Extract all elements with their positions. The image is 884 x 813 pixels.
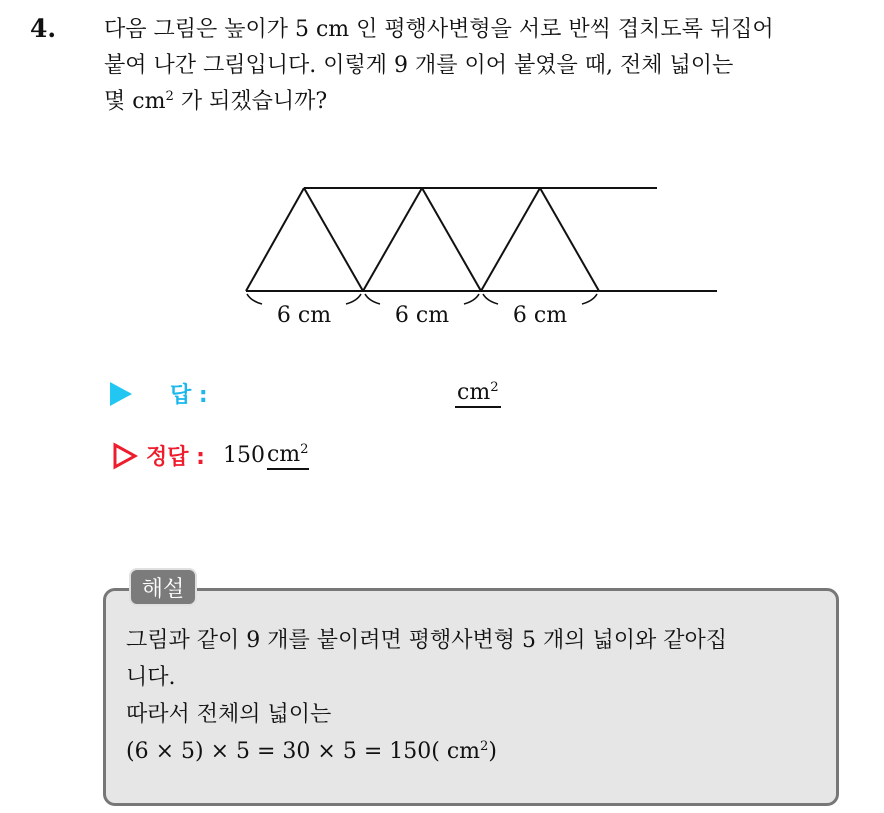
explanation-line-4-pre: (6 × 5) × 5 = 30 × 5 = 150( cm (126, 739, 480, 764)
correct-unit-text: cm (266, 441, 301, 467)
diag-4 (422, 188, 481, 291)
parallelogram-figure (0, 0, 884, 360)
explanation-line-2: 니다. (126, 665, 176, 690)
explanation-line-3: 따라서 전체의 넓이는 (126, 702, 332, 727)
question-number: 4. (30, 14, 57, 43)
play-triangle-icon (110, 382, 132, 406)
diag-2 (304, 188, 363, 291)
question-line-3-post: 가 되겠습니까? (173, 89, 328, 114)
explanation-line-4-sup: 2 (480, 739, 489, 755)
diag-1 (246, 188, 304, 291)
explanation-line-4 (126, 733, 826, 770)
correct-value: 150 (222, 443, 265, 468)
explanation-text (126, 622, 826, 770)
explanation-line-1: 그림과 같이 9 개를 붙이려면 평행사변형 5 개의 넓이와 같아집 (126, 628, 727, 653)
correct-label: 정답 : (146, 445, 205, 470)
diag-5 (481, 188, 540, 291)
diag-3 (363, 188, 422, 291)
brace-left-1 (247, 294, 262, 304)
explanation-tab: 해설 (129, 568, 197, 606)
correct-answer-row (112, 440, 309, 471)
brace-left-2 (365, 294, 380, 304)
answer-label: 답 : (170, 383, 208, 408)
answer-unit-sup: 2 (490, 380, 499, 396)
explanation-line-4-post: ) (488, 739, 497, 764)
question-line-3-sup: 2 (165, 89, 174, 105)
width-label-3: 6 cm (512, 303, 568, 328)
outline-triangle-icon (112, 442, 138, 470)
question-line-3-pre: 몇 cm (104, 89, 166, 114)
brace-left-3 (483, 294, 498, 304)
correct-unit-sup: 2 (300, 441, 309, 457)
answer-row (110, 378, 208, 409)
width-label-2: 6 cm (394, 303, 450, 328)
width-label-1: 6 cm (276, 303, 332, 328)
correct-unit (267, 442, 309, 470)
brace-right-3 (582, 294, 597, 304)
diag-6 (540, 188, 599, 291)
brace-right-1 (346, 294, 361, 304)
figure-lines (246, 188, 717, 291)
answer-unit-text: cm (457, 380, 491, 405)
answer-unit (455, 380, 501, 408)
question-line-2: 붙여 나간 그림입니다. 이렇게 9 개를 이어 붙였을 때, 전체 넓이는 (104, 53, 734, 78)
brace-right-2 (464, 294, 479, 304)
question-line-1: 다음 그림은 높이가 5 cm 인 평행사변형을 서로 반씩 겹치도록 뒤집어 (104, 17, 774, 42)
